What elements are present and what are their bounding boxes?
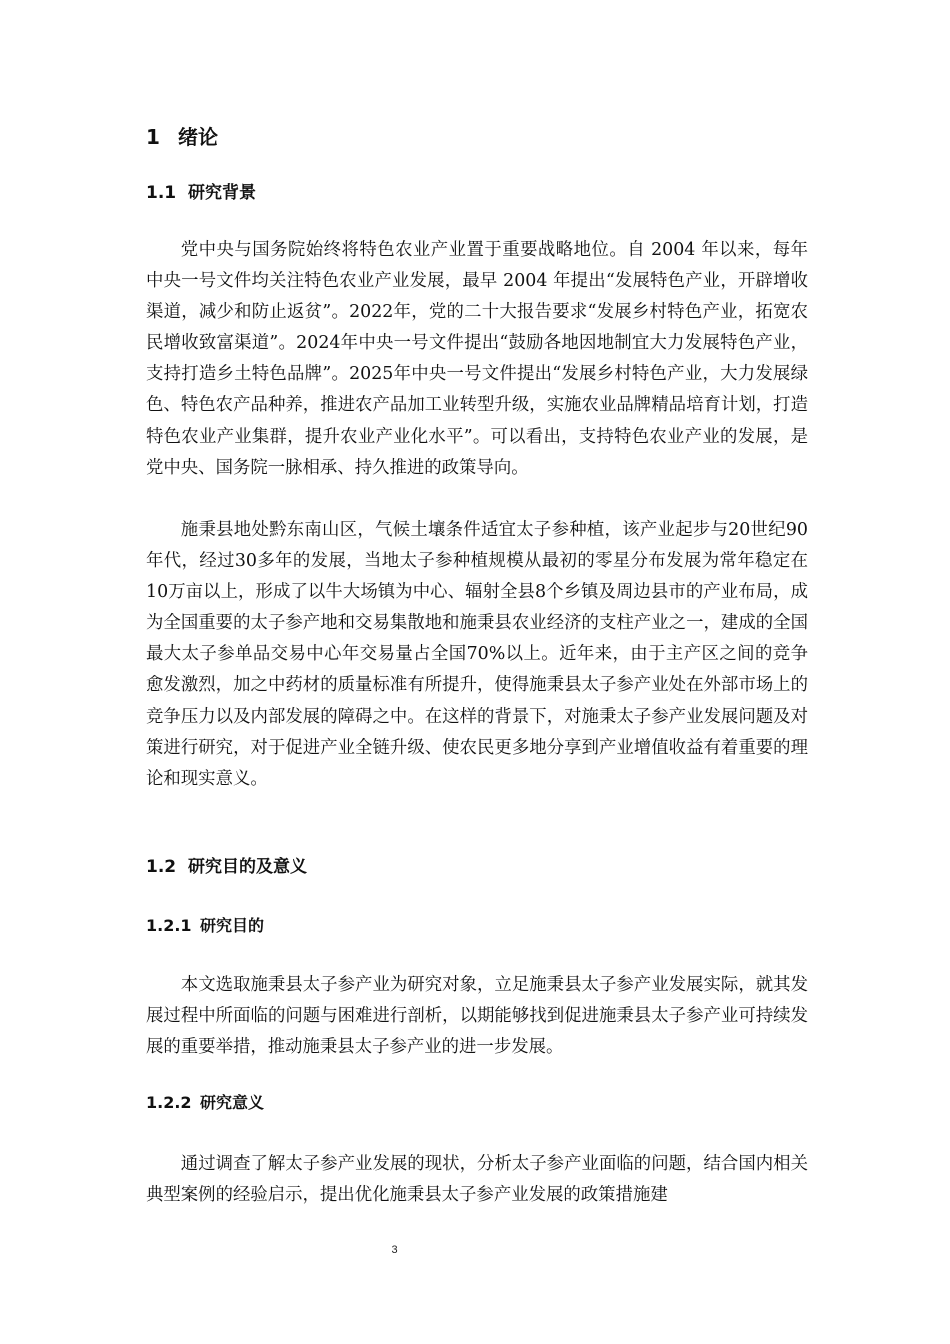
subsection-heading-purpose — [146, 913, 264, 936]
background-paragraph-2: 施秉县地处黔东南山区，气候土壤条件适宜太子参种植，该产业起步与20世纪90年代，经过30多年的发展，当地太子参种植规模从最初的零星分布发展为常年稳定在10万亩以上，形成了以牛大场镇为中心、辐射全县8个乡镇及周边县市的产业布局，成为全国重要的太子参产地和交易集散地和施秉县农业经济的支柱产业之一，建成的全国最大太子参单品交易中心年交易量占全国70%以上。近年来，由于主产区之间的竞争愈发激烈，加之中药材的质量标准有所提升，使得施秉县太子参产业处在外部市场上的竞争压力以及内部发展的障碍之中。在这样的背景下，对施秉太子参产业发展问题及对策进行研究，对于促进产业全链升级、使农民更多地分享到产业增值收益有着重要的理论和现实意义。 — [146, 520, 808, 789]
section-title: 研究目的及意义 — [188, 857, 307, 877]
subsection-title: 研究意义 — [200, 1093, 265, 1112]
section-number: 1.1 — [146, 183, 177, 203]
chapter-number: 1 — [146, 125, 160, 149]
subsection-number: 1.2.2 — [146, 1093, 192, 1112]
purpose-paragraph: 本文选取施秉县太子参产业为研究对象，立足施秉县太子参产业发展实际，就其发展过程中所面临的问题与困难进行剖析，以期能够找到促进施秉县太子参产业可持续发展的重要举措，推动施秉县太子参产业的进一步发展。 — [146, 975, 808, 1058]
section-heading-purpose-significance — [146, 852, 307, 877]
chapter-heading — [146, 121, 218, 150]
significance-paragraph: 通过调查了解太子参产业发展的现状，分析太子参产业面临的问题，结合国内相关典型案例的经验启示，提出优化施秉县太子参产业发展的政策措施建 — [146, 1154, 808, 1206]
page-number: 3 — [391, 1244, 398, 1256]
subsection-title: 研究目的 — [200, 916, 265, 935]
section-title: 研究背景 — [188, 183, 256, 203]
background-paragraph-1: 党中央与国务院始终将特色农业产业置于重要战略地位。自 2004 年以来，每年中央一号文件均关注特色农业产业发展，最早 2004 年提出“发展特色产业，开辟增收渠道，减少和防止返贫”。2022年，党的二十大报告要求“发展乡村特色产业，拓宽农民增收致富渠道”。2024年中央一号文件提出“鼓励各地因地制宜大力发展特色产业，支持打造乡土特色品牌”。2025年中央一号文件提出“发展乡村特色产业，大力发展绿色、特色农产品种养，推进农产品加工业转型升级，实施农业品牌精品培育计划，打造特色农业产业集群，提升农业产业化水平”。可以看出，支持特色农业产业的发展，是党中央、国务院一脉相承、持久推进的政策导向。 — [146, 240, 808, 478]
subsection-number: 1.2.1 — [146, 916, 192, 935]
section-number: 1.2 — [146, 857, 177, 877]
subsection-heading-significance — [146, 1090, 264, 1113]
chapter-title: 绪论 — [178, 125, 218, 149]
section-heading-background — [146, 178, 256, 203]
